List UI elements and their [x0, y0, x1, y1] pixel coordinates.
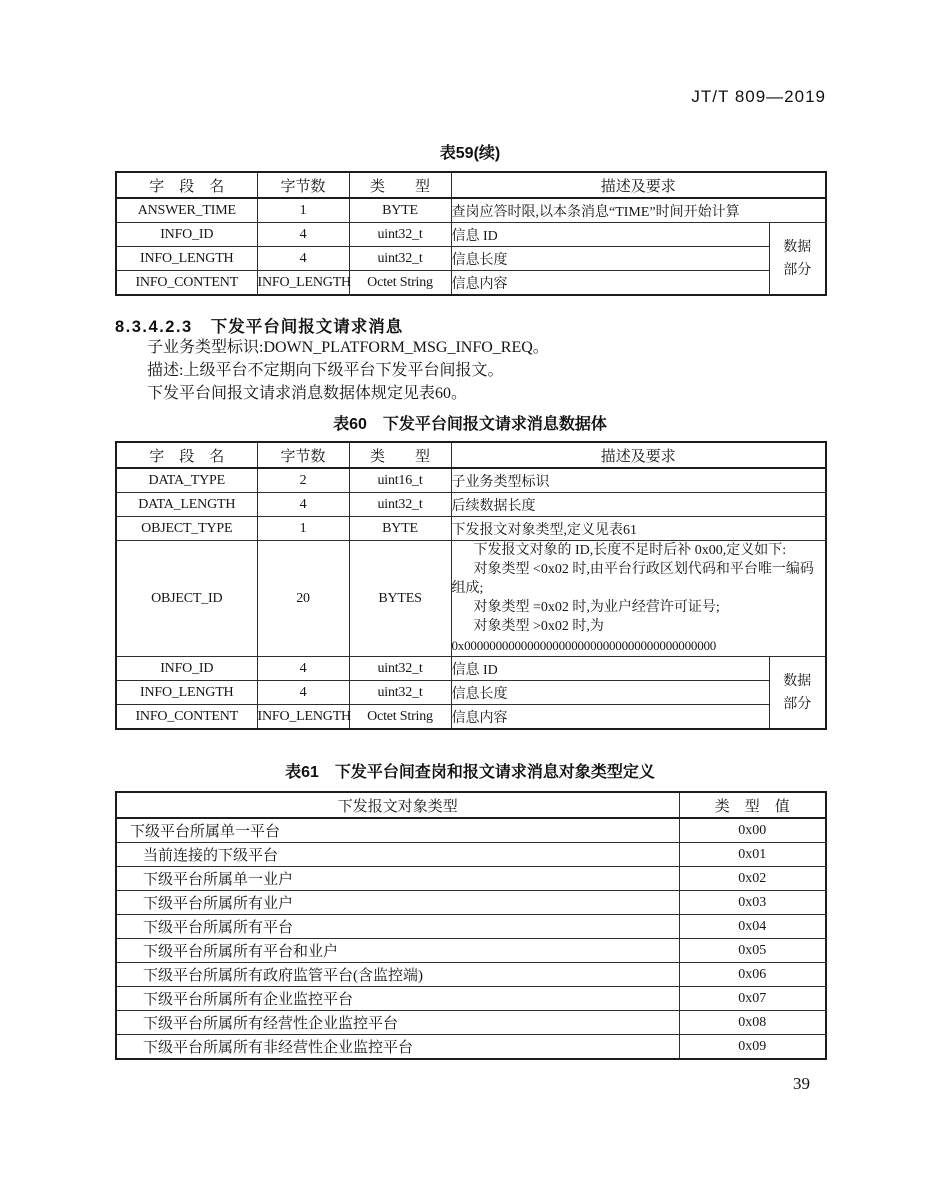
desc-cell: 信息 ID [451, 223, 769, 247]
field-name-cell: DATA_TYPE [116, 468, 257, 493]
object-type-cell: 下级平台所属所有政府监管平台(含监控端) [116, 963, 679, 987]
byte-count-cell: INFO_LENGTH [257, 705, 349, 730]
data-part-cell [769, 223, 826, 296]
type-cell: Octet String [349, 271, 451, 296]
table-row [116, 891, 826, 915]
table59-title: 表59(续) [439, 145, 501, 162]
table61-header-row [116, 792, 826, 818]
section-heading [115, 313, 403, 337]
paragraph: 子业务类型标识:DOWN_PLATFORM_MSG_INFO_REQ。 [147, 339, 549, 356]
byte-count-cell: 2 [257, 468, 349, 493]
data-part-line: 部分 [783, 262, 812, 278]
object-type-cell: 下级平台所属所有平台和业户 [116, 939, 679, 963]
data-part-line: 数据 [783, 239, 812, 255]
table61 [115, 791, 827, 1060]
object-type-cell: 下级平台所属单一平台 [116, 818, 679, 843]
section-body [147, 336, 807, 405]
paragraph: 下发平台间报文请求消息数据体规定见表60。 [147, 385, 468, 402]
field-name-cell: INFO_ID [116, 657, 257, 681]
table-row [116, 468, 826, 493]
desc-line: 下发报文对象的 ID,长度不足时后补 0x00,定义如下: [473, 543, 787, 558]
byte-count-cell: 4 [257, 657, 349, 681]
desc-cell: 下发报文对象类型,定义见表61 [451, 517, 826, 541]
col-header-desc: 描述及要求 [451, 442, 826, 468]
col-header-field: 字 段 名 [116, 172, 257, 198]
type-value-cell: 0x07 [679, 987, 826, 1011]
table-row [116, 867, 826, 891]
table-row [116, 939, 826, 963]
desc-cell: 信息内容 [451, 705, 769, 730]
section-number: 8.3.4.2.3 [115, 318, 193, 336]
object-type-cell: 下级平台所属所有企业监控平台 [116, 987, 679, 1011]
section-title: 下发平台间报文请求消息 [210, 318, 404, 336]
desc-line: 对象类型 >0x02 时,为 [473, 619, 604, 634]
standard-number: JT/T 809—2019 [691, 87, 826, 106]
table60 [115, 441, 827, 730]
byte-count-cell: 4 [257, 223, 349, 247]
table-row [116, 705, 826, 730]
field-name-cell: INFO_LENGTH [116, 681, 257, 705]
paragraph: 描述:上级平台不定期向下级平台下发平台间报文。 [147, 362, 504, 379]
desc-cell: 信息内容 [451, 271, 769, 296]
type-cell: uint32_t [349, 223, 451, 247]
desc-line: 对象类型 <0x02 时,由平台行政区划代码和平台唯一编码 [473, 562, 814, 577]
table-row [116, 1011, 826, 1035]
table-row [116, 1035, 826, 1060]
object-type-cell: 下级平台所属所有经营性企业监控平台 [116, 1011, 679, 1035]
byte-count-cell: 4 [257, 493, 349, 517]
table-row [116, 657, 826, 681]
type-cell: BYTE [349, 517, 451, 541]
field-name-cell: DATA_LENGTH [116, 493, 257, 517]
object-type-cell: 当前连接的下级平台 [116, 843, 679, 867]
type-value-cell: 0x03 [679, 891, 826, 915]
table-row [116, 963, 826, 987]
table-row [116, 247, 826, 271]
col-header-field: 字 段 名 [116, 442, 257, 468]
table-row [116, 681, 826, 705]
byte-count-cell: INFO_LENGTH [257, 271, 349, 296]
col-header-desc: 描述及要求 [451, 172, 826, 198]
table59 [115, 171, 827, 296]
desc-cell: 后续数据长度 [451, 493, 826, 517]
table-row [116, 915, 826, 939]
data-part-line: 部分 [783, 696, 812, 712]
table-row [116, 198, 826, 223]
table60-header-row [116, 442, 826, 468]
type-cell: uint16_t [349, 468, 451, 493]
field-name-cell: OBJECT_TYPE [116, 517, 257, 541]
type-value-cell: 0x09 [679, 1035, 826, 1060]
desc-cell: 信息 ID [451, 657, 769, 681]
col-header-object-type: 下发报文对象类型 [116, 792, 679, 818]
table-row [116, 517, 826, 541]
table59-header-row [116, 172, 826, 198]
type-value-cell: 0x08 [679, 1011, 826, 1035]
type-cell: BYTE [349, 198, 451, 223]
table61-title: 表61 下发平台间查岗和报文请求消息对象类型定义 [285, 764, 655, 781]
type-value-cell: 0x02 [679, 867, 826, 891]
field-name-cell: ANSWER_TIME [116, 198, 257, 223]
type-cell: uint32_t [349, 681, 451, 705]
object-type-cell: 下级平台所属所有业户 [116, 891, 679, 915]
desc-cell: 信息长度 [451, 247, 769, 271]
desc-cell: 查岗应答时限,以本条消息“TIME”时间开始计算 [451, 198, 826, 223]
table-row [116, 271, 826, 296]
type-cell: uint32_t [349, 247, 451, 271]
col-header-bytes: 字节数 [257, 442, 349, 468]
desc-line [452, 636, 826, 656]
type-value-cell: 0x01 [679, 843, 826, 867]
col-header-type: 类 型 [349, 172, 451, 198]
type-value-cell: 0x06 [679, 963, 826, 987]
byte-count-cell: 1 [257, 517, 349, 541]
field-name-cell: INFO_CONTENT [116, 705, 257, 730]
table-row [116, 818, 826, 843]
field-name-cell: INFO_ID [116, 223, 257, 247]
table60-title: 表60 下发平台间报文请求消息数据体 [333, 416, 607, 433]
table-row [116, 541, 826, 657]
type-cell: uint32_t [349, 493, 451, 517]
field-name-cell: OBJECT_ID [116, 541, 257, 657]
type-cell: BYTES [349, 541, 451, 657]
table-row [116, 493, 826, 517]
table-row [116, 223, 826, 247]
desc-cell [451, 541, 826, 657]
byte-count-cell: 4 [257, 681, 349, 705]
desc-line: 对象类型 =0x02 时,为业户经营许可证号; [473, 600, 720, 615]
desc-line: 组成; [451, 581, 484, 596]
col-header-type: 类 型 [349, 442, 451, 468]
col-header-bytes: 字节数 [257, 172, 349, 198]
type-value-cell: 0x04 [679, 915, 826, 939]
col-header-type-value: 类 型 值 [679, 792, 826, 818]
table-row [116, 843, 826, 867]
type-value-cell: 0x00 [679, 818, 826, 843]
data-part-cell [769, 657, 826, 730]
object-type-cell: 下级平台所属单一业户 [116, 867, 679, 891]
type-cell: Octet String [349, 705, 451, 730]
object-type-cell: 下级平台所属所有平台 [116, 915, 679, 939]
type-cell: uint32_t [349, 657, 451, 681]
object-type-cell: 下级平台所属所有非经营性企业监控平台 [116, 1035, 679, 1060]
data-part-line: 数据 [783, 673, 812, 689]
field-name-cell: INFO_LENGTH [116, 247, 257, 271]
byte-count-cell: 4 [257, 247, 349, 271]
type-value-cell: 0x05 [679, 939, 826, 963]
desc-cell: 子业务类型标识 [451, 468, 826, 493]
field-name-cell: INFO_CONTENT [116, 271, 257, 296]
byte-count-cell: 1 [257, 198, 349, 223]
hex-zero-string: 0x0000000000000000000000000000000000000000 [451, 638, 717, 653]
byte-count-cell: 20 [257, 541, 349, 657]
desc-cell: 信息长度 [451, 681, 769, 705]
page-number: 39 [793, 1074, 810, 1093]
table-row [116, 987, 826, 1011]
